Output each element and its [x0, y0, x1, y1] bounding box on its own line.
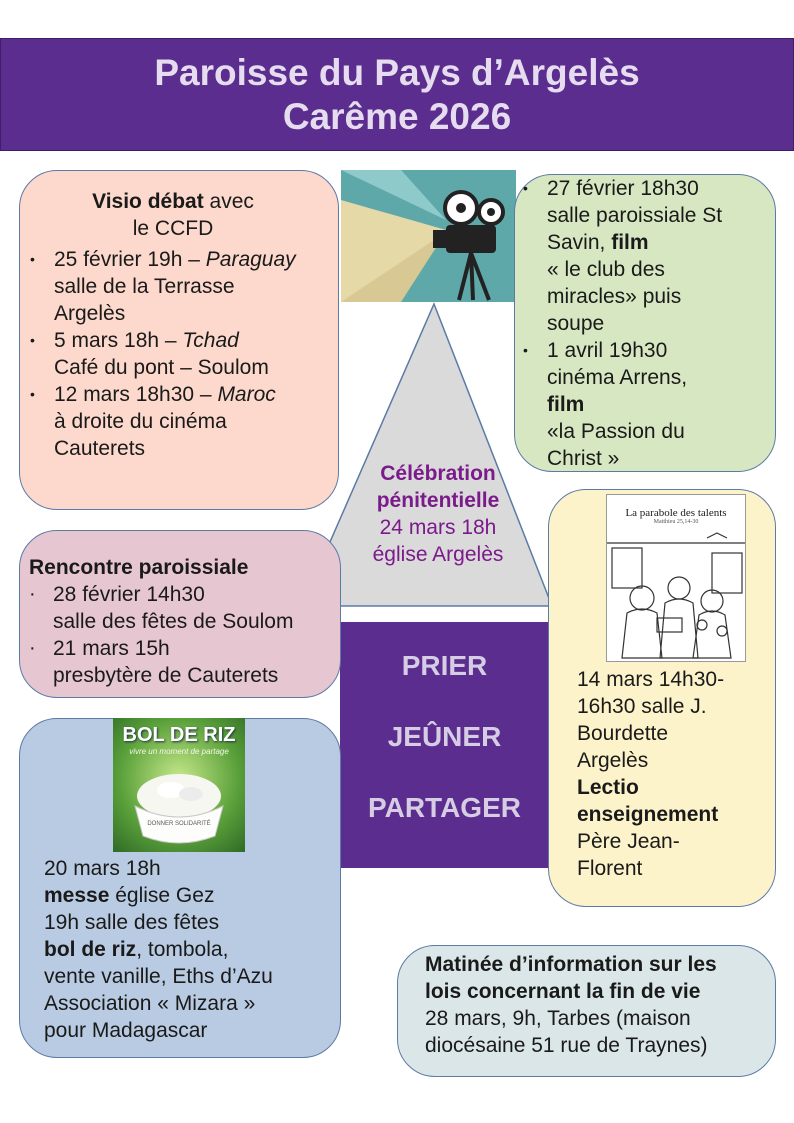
parable-line: Argelès — [577, 749, 649, 772]
list-item: • 27 février 18h30 salle paroissiale St Savin, film « le club des miracles» puis soupe — [515, 175, 775, 337]
matinee-line: Matinée d’information sur les — [425, 953, 717, 976]
bol-line: Association « Mizara » — [44, 992, 256, 1015]
bol-line: pour Madagascar — [44, 1019, 208, 1042]
list-item: • 5 mars 18h – Tchad Café du pont – Soulom — [22, 327, 334, 381]
rencontre-title: Rencontre paroissiale — [29, 556, 249, 579]
movie-camera-icon — [341, 170, 516, 302]
list-item: • 25 février 19h – Paraguay salle de la Terrasse Argelès — [22, 246, 334, 327]
rencontre-list — [21, 581, 340, 689]
parable-line: 14 mars 14h30- — [577, 668, 725, 691]
film-box — [514, 174, 776, 472]
visio-debat-box — [19, 170, 339, 510]
rencontre-box — [19, 530, 341, 698]
list-item: · 28 février 14h30 salle des fêtes de Soulom — [21, 581, 340, 635]
parable-line: Lectio — [577, 776, 639, 799]
visio-list — [20, 246, 334, 462]
visio-title-bold: Visio débat — [92, 190, 204, 213]
list-item: • 12 mars 18h30 – Maroc à droite du cinéma Cauterets — [22, 381, 334, 462]
parable-image-title: La parabole des talents — [625, 507, 727, 519]
parable-image-ref: Matthieu 25,14-30 — [653, 519, 699, 525]
parable-line: 16h30 salle J. — [577, 695, 707, 718]
parable-line: Florent — [577, 857, 643, 880]
bol-de-riz-image — [113, 718, 245, 852]
pillar-jeuner: JEÛNER — [387, 721, 502, 752]
bol-line: messe église Gez — [44, 884, 215, 907]
celebration-text — [330, 460, 546, 568]
list-item: · 21 mars 15h presbytère de Cauterets — [21, 635, 340, 689]
parable-image — [606, 494, 746, 662]
celebration-place: église Argelès — [372, 543, 504, 566]
parable-drawing-icon — [607, 523, 746, 662]
bol-line: vente vanille, Eths d’Azu — [44, 965, 273, 988]
matinee-line: 28 mars, 9h, Tarbes (maison — [425, 1007, 691, 1030]
parable-line: Bourdette — [577, 722, 669, 745]
visio-title — [20, 188, 334, 215]
celebration-subtitle: pénitentielle — [376, 489, 500, 512]
header-title: Paroisse du Pays d’Argelès — [154, 52, 640, 93]
celebration-date: 24 mars 18h — [379, 516, 497, 539]
page-header — [0, 38, 794, 151]
bol-image-bowl-text: DONNER SOLIDARITÉ — [147, 821, 211, 827]
parable-line: enseignement — [577, 803, 719, 826]
movie-camera-image — [341, 170, 516, 302]
bol-image-title: BOL DE RIZ — [122, 724, 236, 746]
film-list — [515, 175, 775, 472]
list-item: • 1 avril 19h30 cinéma Arrens, film «la Passion du Christ » — [515, 337, 775, 472]
parable-line: Père Jean- — [577, 830, 680, 853]
visio-title-line2: le CCFD — [132, 217, 214, 240]
visio-title-rest: avec — [203, 190, 254, 213]
bol-image-sub: vivre un moment de partage — [129, 747, 229, 756]
celebration-title: Célébration — [380, 462, 496, 485]
matinee-line: diocésaine 51 rue de Traynes) — [425, 1034, 708, 1057]
matinee-box — [397, 945, 776, 1077]
pillar-partager: PARTAGER — [368, 792, 521, 823]
rice-bowl-icon — [113, 754, 245, 852]
bol-line: 20 mars 18h — [44, 857, 161, 880]
header-subtitle: Carême 2026 — [282, 96, 512, 137]
bol-line: bol de riz, tombola, — [44, 938, 229, 961]
pillars-panel — [340, 622, 549, 868]
pillar-prier: PRIER — [401, 650, 488, 681]
matinee-line: lois concernant la fin de vie — [425, 980, 701, 1003]
bol-line: 19h salle des fêtes — [44, 911, 220, 934]
